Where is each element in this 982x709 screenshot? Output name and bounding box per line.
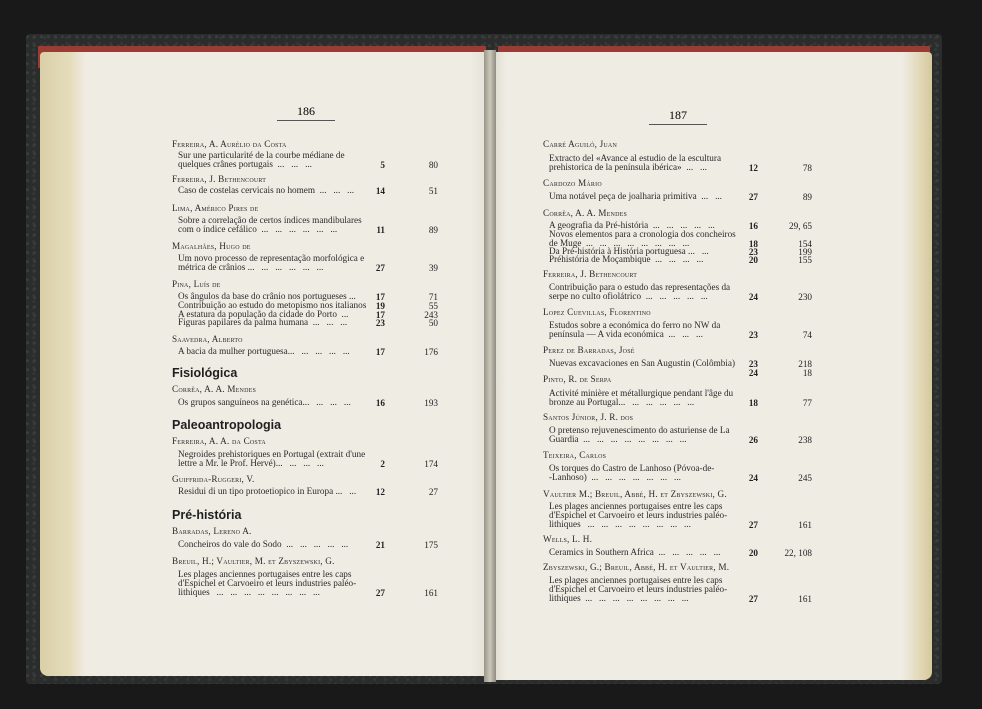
author-name: Zbyszewski, G.; Breuil, Abbé, H. et Vaultier, M. [543, 562, 730, 572]
volume-number: 21 [375, 540, 385, 550]
page-reference: 199 [798, 247, 812, 257]
entry-title: A geografia da Pré-história ... ... ... ... ... [549, 220, 715, 230]
book-gutter [484, 50, 496, 682]
entry-title: com o índice cefálico ... ... ... ... ... ... [178, 224, 338, 234]
author-name: Ferreira, A. Aurélio da Costa [172, 139, 287, 149]
entry-title: Negroides prehistoriques en Portugal (extrait d'une [178, 449, 366, 459]
author-name: Corrêa, A. A. Mendes [543, 208, 628, 218]
page-reference: 155 [798, 255, 812, 265]
volume-number: 16 [748, 221, 758, 231]
right-page-number-rule [649, 124, 707, 125]
page-reference: 74 [802, 330, 812, 340]
page-reference: 218 [798, 359, 812, 369]
author-name: Magalhães, Hugo de [172, 241, 251, 251]
left-page-number-rule [277, 120, 335, 121]
entry-title: Activité minière et métallurgique pendant l'âge du [549, 388, 734, 398]
volume-number: 24 [748, 368, 758, 378]
author-name: Corrêa, A. A. Mendes [172, 384, 257, 394]
volume-number: 12 [748, 163, 758, 173]
page-reference: 161 [798, 594, 812, 604]
page-reference: 161 [798, 520, 812, 530]
author-name: Lima, Américo Pires de [172, 203, 259, 213]
volume-number: 18 [748, 398, 758, 408]
author-name: Ferreira, A. A. da Costa [172, 436, 266, 446]
section-heading: Paleoantropologia [172, 418, 282, 432]
entry-title: lithiques ... ... ... ... ... ... ... ... [178, 587, 320, 597]
volume-number: 18 [748, 239, 758, 249]
volume-number: 23 [375, 318, 385, 328]
author-name: Wells, L. H. [543, 534, 593, 544]
volume-number: 24 [748, 473, 758, 483]
volume-number: 19 [375, 301, 385, 311]
entry-title: Préhistória de Moçambique ... ... ... ... [549, 254, 704, 264]
entry-title: Os grupos sanguíneos na genética... ... ... ... [178, 397, 351, 407]
entry-title: serpe no culto ofiolátrico ... ... ... ... ... [549, 291, 708, 301]
volume-number: 20 [748, 255, 758, 265]
volume-number: 23 [748, 359, 758, 369]
entry-title: Nuevas excavaciones en San Augustin (Colômbia) [549, 358, 736, 368]
author-name: Teixeira, Carlos [543, 450, 607, 460]
entry-title: Novos elementos para a cronologia dos concheiros [549, 229, 736, 239]
author-name: Breuil, H.; Vaultier, M. et Zbyszewski, G. [172, 556, 335, 566]
author-name: Pina, Luís de [172, 279, 221, 289]
entry-title: Contribuição para o estudo das representações da [549, 282, 731, 292]
left-page-number: 186 [297, 104, 315, 118]
page-reference: 89 [802, 192, 812, 202]
page-reference: 50 [428, 318, 438, 328]
page-reference: 175 [424, 540, 438, 550]
entry-title: A bacia da mulher portuguesa... ... ... ... ... [178, 346, 350, 356]
page-reference: 245 [798, 473, 812, 483]
entry-title: d'Espichel et Carvoeiro et leurs industries paléo- [178, 578, 357, 588]
entry-title: Concheiros do vale do Sodo ... ... ... ... ... [178, 539, 349, 549]
page-reference: 193 [424, 398, 438, 408]
entry-title: lithiques ... ... ... ... ... ... ... ... [549, 519, 691, 529]
entry-title: Sobre a correlação de certos índices mandibulares [178, 215, 362, 225]
section-heading: Pré-história [172, 508, 242, 522]
entry-title: lettre a Mr. le Prof. Hervé)... ... ... ... [178, 458, 324, 468]
page-reference: 238 [798, 435, 812, 445]
entry-title: O pretenso rejuvenescimento do asturiense de La [549, 425, 730, 435]
entry-title: prehistorica de la península ibérica» ... ... [549, 162, 707, 172]
volume-number: 5 [380, 160, 385, 170]
author-name: Ferreira, J. Bethencourt [172, 174, 267, 184]
page-reference: 27 [428, 487, 438, 497]
page-reference: 176 [424, 347, 438, 357]
volume-number: 23 [748, 330, 758, 340]
entry-title: lithiques ... ... ... ... ... ... ... ... [549, 593, 689, 603]
entry-title: Os ângulos da base do crânio nos portugueses ... [178, 291, 356, 301]
entry-title: A estatura da população da cidade do Porto ... [178, 309, 349, 319]
author-name: Carré Aguiló, Juan [543, 139, 617, 149]
volume-number: 24 [748, 292, 758, 302]
entry-title: d'Espichel et Carvoeiro et leurs industries paléo- [549, 510, 728, 520]
page-reference: 29, 65 [789, 221, 812, 231]
entry-title: Contribuição ao estudo do metopismo nos italianos [178, 300, 367, 310]
entry-title: Residui di un tipo protoetiopico in Europa ... ... [178, 486, 357, 496]
entry-title: quelques crânes portugais ... ... ... [178, 159, 312, 169]
entry-title: Os torques do Castro de Lanhoso (Póvoa-de- [549, 463, 715, 473]
page-reference: 80 [428, 160, 438, 170]
page-reference: 230 [798, 292, 812, 302]
author-name: Lopez Cuevillas, Florentino [543, 307, 651, 317]
page-reference: 243 [424, 310, 438, 320]
entry-title: d'Espichel et Carvoeiro et leurs industries paléo- [549, 584, 728, 594]
volume-number: 2 [380, 459, 385, 469]
author-name: Vaultier M.; Breuil, Abbé, H. et Zbyszewski, G. [543, 489, 727, 499]
author-name: Santos Júnior, J. R. dos [543, 412, 634, 422]
author-name: Ferreira, J. Bethencourt [543, 269, 638, 279]
author-name: Guiffrida-Ruggeri, V. [172, 474, 255, 484]
author-name: Saavedra, Alberto [172, 334, 243, 344]
volume-number: 20 [748, 548, 758, 558]
page-reference: 154 [798, 239, 812, 249]
volume-number: 16 [375, 398, 385, 408]
entry-title: métrica de crânios ... ... ... ... ... ... [178, 262, 324, 272]
volume-number: 27 [375, 263, 385, 273]
volume-number: 12 [375, 487, 385, 497]
entry-title: Um novo processo de representação morfológica e [178, 253, 365, 263]
volume-number: 11 [376, 225, 385, 235]
entry-title: Ceramics in Southern Africa ... ... ... ... ... [549, 547, 721, 557]
entry-title: Figuras papilares da palma humana ... ... ... [178, 317, 348, 327]
page-reference: 71 [428, 292, 438, 302]
author-name: Perez de Barradas, José [543, 345, 635, 355]
page-reference: 55 [428, 301, 438, 311]
entry-title: Les plages anciennes portugaises entre les caps [178, 569, 352, 579]
entry-title: de Muge ... ... ... ... ... ... ... ... [549, 238, 690, 248]
volume-number: 27 [748, 594, 758, 604]
volume-number: 27 [748, 192, 758, 202]
entry-title: Guardia ... ... ... ... ... ... ... ... [549, 434, 687, 444]
entry-title: Les plages anciennes portugaises entre les caps [549, 575, 723, 585]
right-page-number: 187 [669, 108, 687, 122]
entry-title: Estudos sobre a económica do ferro no NW da [549, 320, 721, 330]
entry-title: Les plages anciennes portugaises entre les caps [549, 501, 723, 511]
volume-number: 23 [748, 247, 758, 257]
page-reference: 22, 108 [784, 548, 812, 558]
author-name: Pinto, R. de Serpa [543, 374, 612, 384]
entry-title: Extracto del «Avance al estudio de la escultura [549, 153, 722, 163]
entry-title: Caso de costelas cervicais no homem ... ... ... [178, 185, 355, 195]
page-reference: 39 [428, 263, 438, 273]
author-name: Cardozo Mário [543, 178, 602, 188]
volume-number: 17 [375, 347, 385, 357]
volume-number: 27 [748, 520, 758, 530]
entry-title: península — A vida económica ... ... ... [549, 329, 703, 339]
entry-title: -Lanhoso) ... ... ... ... ... ... ... [549, 472, 681, 482]
volume-number: 26 [748, 435, 758, 445]
entry-title: bronze au Portugal... ... ... ... ... ... [549, 397, 695, 407]
page-reference: 77 [802, 398, 812, 408]
page-reference: 89 [428, 225, 438, 235]
volume-number: 27 [375, 588, 385, 598]
volume-number: 14 [375, 186, 385, 196]
section-heading: Fisiológica [172, 366, 238, 380]
volume-number: 17 [375, 310, 385, 320]
entry-title: Uma notável peça de joalharia primitiva ... ... [549, 191, 722, 201]
author-name: Barradas, Lereno A. [172, 526, 252, 536]
page-reference: 161 [424, 588, 438, 598]
page-reference: 51 [428, 186, 438, 196]
page-reference: 78 [802, 163, 812, 173]
volume-number: 17 [375, 292, 385, 302]
page-reference: 18 [802, 368, 812, 378]
page-reference: 174 [424, 459, 438, 469]
entry-title: Da Pré-história à História portuguesa ... ... [549, 246, 709, 256]
entry-title: Sur une particularité de la courbe médiane de [178, 150, 345, 160]
